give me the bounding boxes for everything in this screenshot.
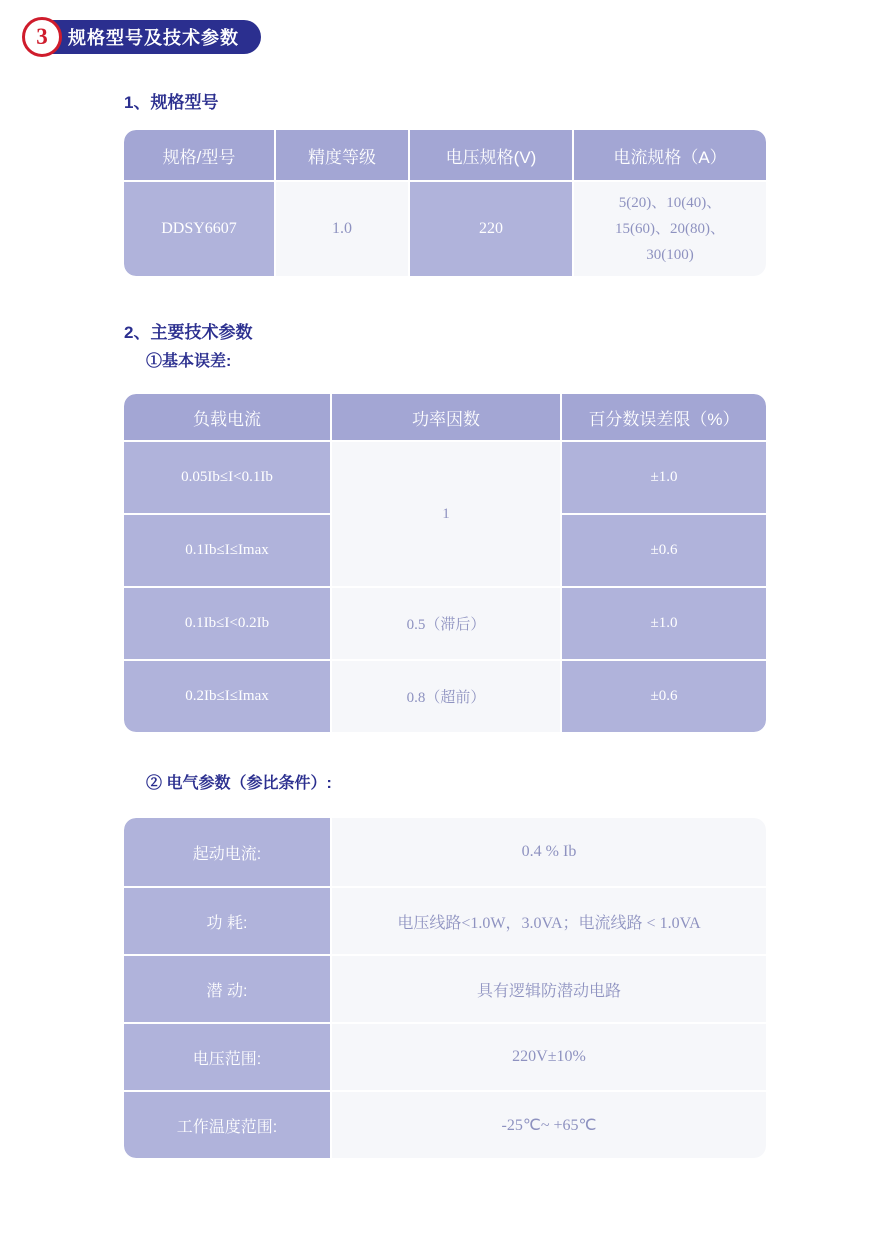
cell-error-limit: ±1.0 <box>560 440 766 513</box>
table-row <box>124 818 766 886</box>
col-header-current: 电流规格（A） <box>572 130 766 180</box>
cell-param-label: 潜 动: <box>124 954 330 1022</box>
cell-error-limit: ±0.6 <box>560 659 766 732</box>
heading-spec-models: 1、规格型号 <box>124 93 219 112</box>
cell-power-factor: 0.5（滞后） <box>330 586 560 659</box>
cell-current <box>572 180 766 276</box>
table-header-row <box>124 394 766 440</box>
basic-error-table <box>124 394 766 732</box>
cell-param-label: 起动电流: <box>124 818 330 886</box>
col-header-model: 规格/型号 <box>124 130 274 180</box>
cell-power-factor: 0.8（超前） <box>330 659 560 732</box>
spec-models-table <box>124 130 766 276</box>
cell-load-current: 0.1Ib≤I≤Imax <box>124 513 330 586</box>
table-row <box>124 659 766 732</box>
col-header-voltage: 电压规格(V) <box>408 130 572 180</box>
heading-electrical-params: ② 电气参数（参比条件）: <box>146 775 332 792</box>
cell-param-value: 220V±10% <box>330 1022 766 1090</box>
cell-param-value: 电压线路<1.0W，3.0VA；电流线路 < 1.0VA <box>330 886 766 954</box>
col-header-error-limit: 百分数误差限（%） <box>560 394 766 440</box>
col-header-power-factor: 功率因数 <box>330 394 560 440</box>
cell-param-value: -25℃~ +65℃ <box>330 1090 766 1158</box>
section-title-text: 规格型号及技术参数 <box>68 28 239 48</box>
cell-param-label: 工作温度范围: <box>124 1090 330 1158</box>
cell-load-current: 0.1Ib≤I<0.2Ib <box>124 586 330 659</box>
table-row <box>124 586 766 659</box>
cell-voltage: 220 <box>408 180 572 276</box>
cell-error-limit: ±1.0 <box>560 586 766 659</box>
cell-error-limit: ±0.6 <box>560 513 766 586</box>
table-row <box>124 440 766 513</box>
cell-current-line-1: 5(20)、10(40)、 <box>618 195 722 211</box>
cell-power-factor: 1 <box>330 440 560 586</box>
section-title-pill <box>24 20 261 54</box>
table-row <box>124 954 766 1022</box>
cell-current-line-2: 15(60)、20(80)、 <box>615 221 725 237</box>
col-header-accuracy: 精度等级 <box>274 130 408 180</box>
cell-model: DDSY6607 <box>124 180 274 276</box>
cell-accuracy: 1.0 <box>274 180 408 276</box>
table-header-row <box>124 130 766 180</box>
table-row <box>124 1090 766 1158</box>
section-number-badge: 3 <box>22 17 62 57</box>
table-row <box>124 1022 766 1090</box>
section-header <box>24 20 261 54</box>
cell-current-line-3: 30(100) <box>646 247 694 263</box>
heading-basic-error: ①基本误差: <box>146 353 232 370</box>
cell-param-label: 电压范围: <box>124 1022 330 1090</box>
electrical-params-table <box>124 818 766 1158</box>
cell-param-value: 具有逻辑防潜动电路 <box>330 954 766 1022</box>
cell-load-current: 0.2Ib≤I≤Imax <box>124 659 330 732</box>
table-row <box>124 180 766 276</box>
cell-load-current: 0.05Ib≤I<0.1Ib <box>124 440 330 513</box>
table-row <box>124 886 766 954</box>
cell-param-label: 功 耗: <box>124 886 330 954</box>
col-header-load-current: 负载电流 <box>124 394 330 440</box>
heading-tech-params: 2、主要技术参数 <box>124 323 253 342</box>
cell-param-value: 0.4 % Ib <box>330 818 766 886</box>
